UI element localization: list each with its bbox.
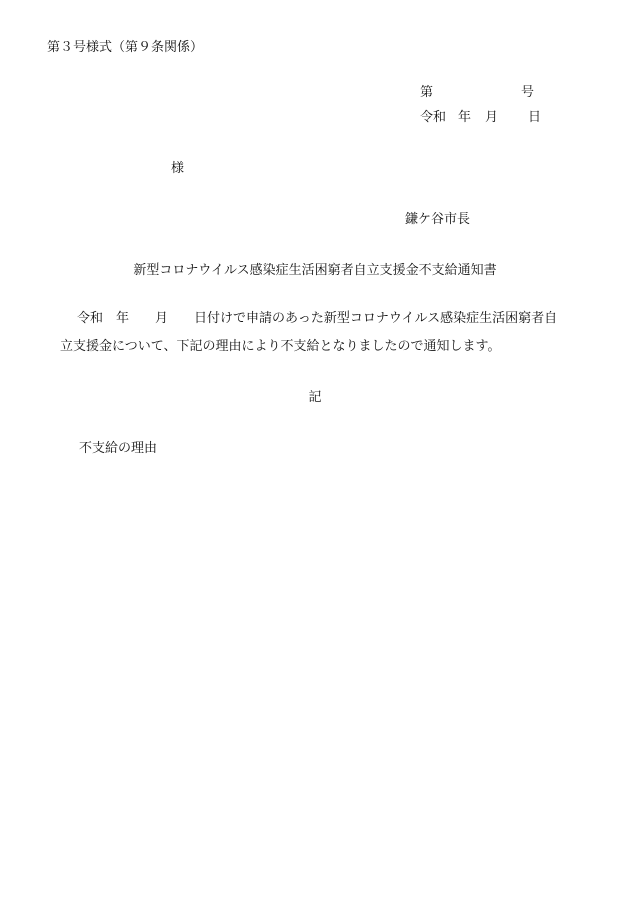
reason-heading: 不支給の理由 — [79, 441, 158, 456]
date-day: 日 — [528, 110, 542, 125]
body-line-1: 令和 年 月 日付けで申請のあった新型コロナウイルス感染症生活困窮者自 — [77, 311, 558, 326]
recipient-honorific: 様 — [171, 161, 185, 176]
date-era: 令和 — [420, 110, 447, 125]
form-number: 第３号様式（第９条関係） — [47, 40, 204, 55]
document-title: 新型コロナウイルス感染症生活困窮者自立支援金不支給通知書 — [133, 263, 497, 278]
body-line-2: 立支援金について、下記の理由により不支給となりましたので通知します。 — [60, 339, 501, 354]
date-month: 月 — [485, 110, 499, 125]
document-number-suffix: 号 — [521, 85, 535, 100]
sender-name: 鎌ケ谷市長 — [405, 212, 471, 227]
document-number-label: 第 — [420, 85, 434, 100]
date-year: 年 — [458, 110, 472, 125]
ki-heading: 記 — [308, 390, 322, 405]
body-paragraph — [60, 305, 585, 361]
